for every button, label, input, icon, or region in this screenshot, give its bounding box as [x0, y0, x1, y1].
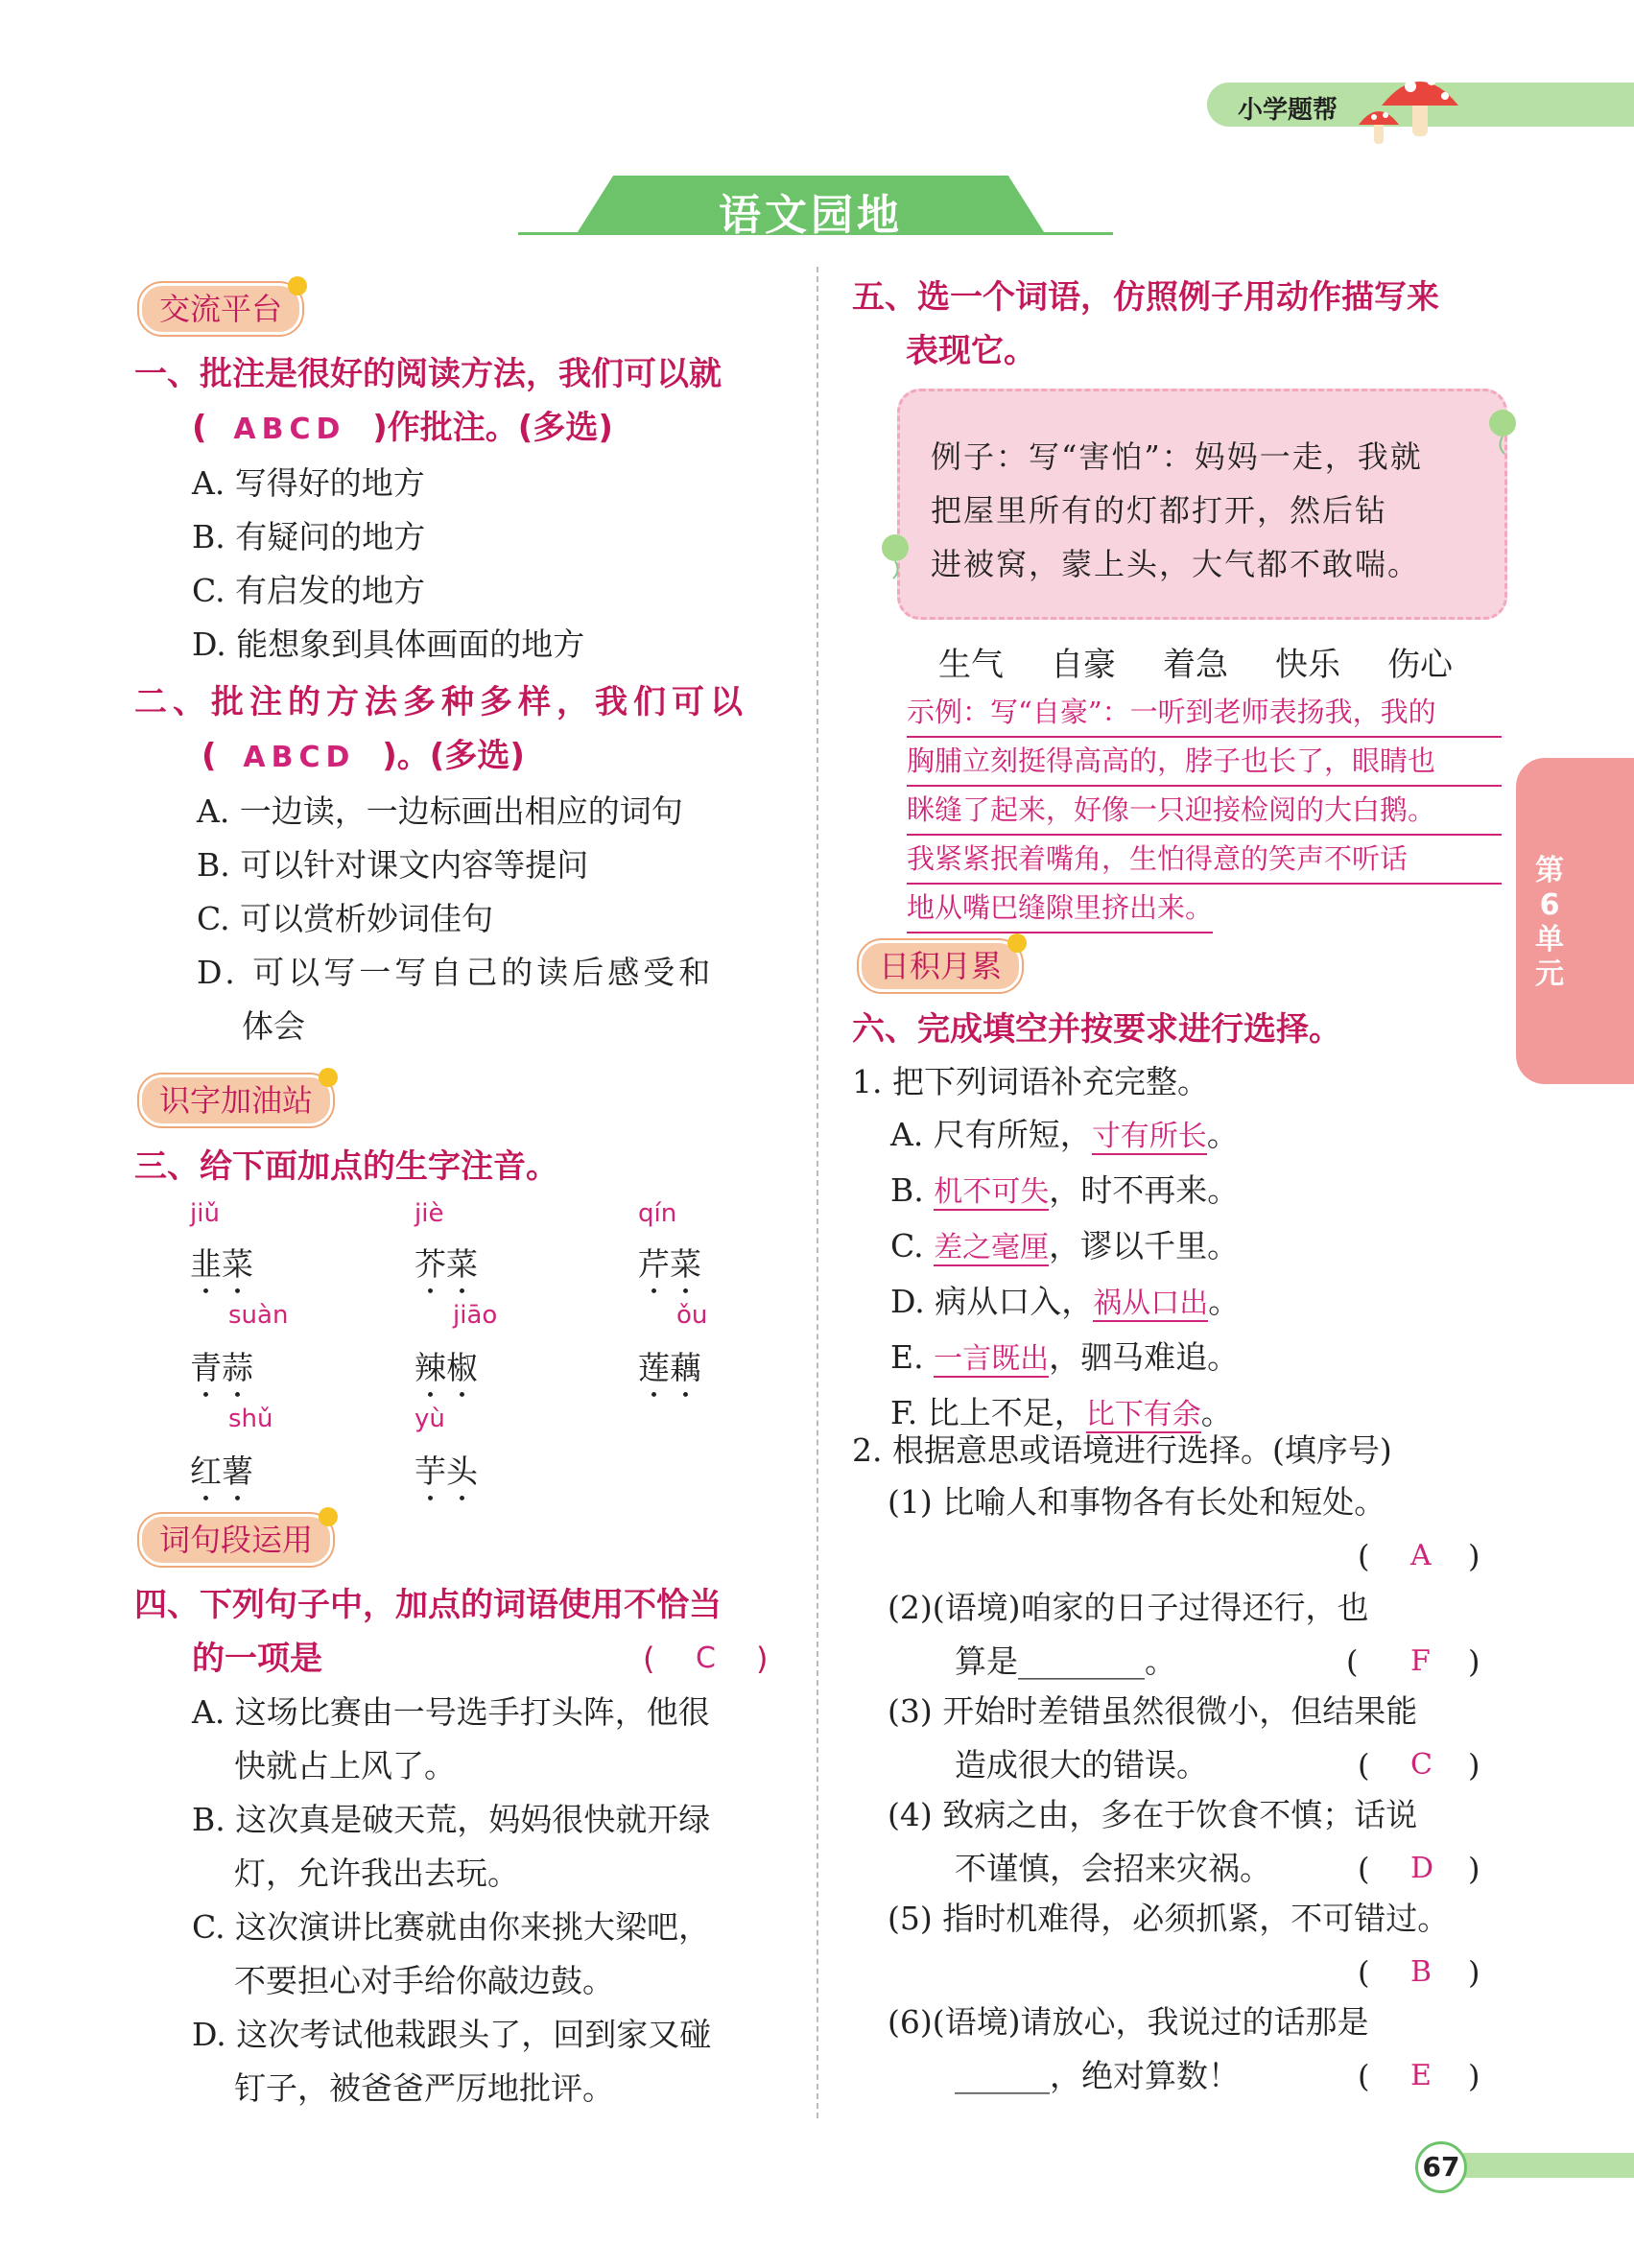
fill-d-pre: D. 病从口入， [890, 1283, 1094, 1320]
example-line-1: 例子：写“害怕”：妈妈一走，我就 [931, 438, 1423, 475]
fill-e-post: ，驷马难追。 [1049, 1338, 1240, 1376]
q5-answer [907, 689, 1502, 933]
fill-d-post: 。 [1208, 1283, 1241, 1320]
choice-3-text-cont: 造成很大的错误。 [955, 1746, 1208, 1784]
example-line-2: 把屋里所有的灯都打开，然后钻 [931, 492, 1388, 529]
example-text [931, 430, 1487, 591]
q2-stem: 二、批注的方法多种多样，我们可以 [134, 683, 748, 721]
choice-2-text: (2)(语境)咱家的日子过得还行，也 [888, 1589, 1369, 1626]
page-number-band [1439, 2153, 1634, 2178]
fill-a-answer: 寸有所长 [1091, 1120, 1207, 1153]
q5-answer-line-1: 示例：写“自豪”：一听到老师表扬我，我的 [907, 689, 1502, 738]
unit-tab-label: 第6单元 [1535, 854, 1564, 991]
word-3: 芹菜 [638, 1245, 701, 1283]
q4-option-a: A. 这场比赛由一号选手打头阵，他很 [192, 1693, 710, 1731]
brand-label: 小学题帮 [1238, 96, 1338, 125]
fill-f-pre: F. 比上不足， [890, 1394, 1086, 1431]
word-7: 红薯 [190, 1453, 253, 1490]
section-label-exchange: 交流平台 [139, 283, 302, 335]
q2-stem-tail: )。(多选) [382, 737, 525, 775]
choice-4-text-cont: 不谨慎，会招来灾祸。 [955, 1850, 1271, 1887]
choice-6-text-cont: ______，绝对算数！ [955, 2057, 1240, 2094]
q2-option-b: B. 可以针对课文内容等提问 [197, 846, 589, 884]
q5-answer-line-5: 地从嘴巴缝隙里挤出来。 [907, 885, 1213, 933]
q1-option-d: D. 能想象到具体画面的地方 [192, 626, 585, 663]
unit-tab [1516, 758, 1634, 1084]
balloon-icon [1485, 408, 1520, 456]
example-line-3: 进被窝，蒙上头，大气都不敢喘。 [931, 546, 1421, 582]
pinyin-4: suàn [228, 1301, 289, 1330]
pinyin-2: jiè [414, 1199, 444, 1228]
q6-fill-list [890, 1108, 1504, 1442]
fill-f-answer: 比下有余 [1085, 1398, 1201, 1431]
q5-answer-line-3: 眯缝了起来，好像一只迎接检阅的大白鹅。 [907, 787, 1502, 836]
choice-1-paren-open: ( [1358, 1538, 1370, 1574]
q1-option-b: B. 有疑问的地方 [192, 518, 426, 555]
choice-2-text-cont: 算是________。 [955, 1642, 1176, 1680]
choice-4-paren-close: ) [1468, 1851, 1480, 1887]
q1-answer: ABCD [233, 413, 346, 446]
choice-3-answer: C [1410, 1748, 1433, 1782]
choice-1-paren-close: ) [1468, 1538, 1480, 1574]
q4-paren-close: ) [756, 1641, 769, 1677]
q6-choice-3 [888, 1685, 1502, 1792]
question-2 [134, 675, 787, 1053]
q4-option-c: C. 这次演讲比赛就由你来挑大梁吧， [192, 1908, 711, 1946]
question-1 [134, 347, 787, 672]
section-label-usage: 词句段运用 [139, 1514, 333, 1566]
choice-5-paren-open: ( [1358, 1954, 1370, 1991]
choice-3-paren-open: ( [1358, 1747, 1370, 1784]
word-4: 青蒜 [190, 1349, 253, 1386]
choice-6-text: (6)(语境)请放心，我说过的话那是 [888, 2003, 1369, 2041]
fill-f-post: 。 [1200, 1394, 1233, 1431]
pinyin-8: yù [414, 1405, 445, 1433]
choice-6-paren-close: ) [1468, 2058, 1480, 2094]
q6-choice-5 [888, 1892, 1502, 1999]
q5-answer-line-2: 胸脯立刻挺得高高的，脖子也长了，眼睛也 [907, 738, 1502, 787]
q4-paren-open: ( [643, 1641, 655, 1677]
choice-2-answer: F [1410, 1644, 1431, 1678]
word-choice-1: 生气 [938, 646, 1004, 684]
q2-option-d-cont: 体会 [242, 1007, 305, 1045]
choice-1-text: (1) 比喻人和事物各有长处和短处。 [888, 1483, 1386, 1521]
q6-choice-2 [888, 1581, 1502, 1689]
q2-option-c: C. 可以赏析妙词佳句 [197, 900, 494, 937]
q5-answer-line-4: 我紧紧抿着嘴角，生怕得意的笑声不听话 [907, 836, 1502, 885]
fill-a-post: 。 [1206, 1116, 1239, 1153]
word-choice-3: 着急 [1163, 646, 1228, 684]
pinyin-3: qín [638, 1199, 677, 1228]
fill-e-answer: 一言既出 [934, 1342, 1050, 1376]
word-5: 辣椒 [414, 1349, 478, 1386]
q4-option-d-cont: 钉子，被爸爸严厉地批评。 [234, 2069, 614, 2107]
section-label-accumulate: 日积月累 [859, 940, 1022, 992]
word-8: 芋头 [414, 1453, 478, 1490]
q4-option-a-cont: 快就占上风了。 [234, 1747, 456, 1784]
fill-b-answer: 机不可失 [934, 1175, 1050, 1209]
word-choice-5: 伤心 [1387, 646, 1453, 684]
q5-stem-cont: 表现它。 [906, 332, 1036, 370]
page-title: 语文园地 [719, 191, 903, 240]
choice-4-text: (4) 致病之由，多在于饮食不慎；话说 [888, 1796, 1418, 1833]
q1-stem-tail: )作批注。(多选) [372, 409, 613, 447]
q6-choice-4 [888, 1788, 1502, 1896]
q1-stem: 一、批注是很好的阅读方法，我们可以就 [134, 355, 722, 393]
choice-1-answer: A [1410, 1539, 1432, 1572]
choice-5-text: (5) 指时机难得，必须抓紧，不可错过。 [888, 1900, 1450, 1937]
question-5 [852, 271, 1524, 378]
choice-2-paren-close: ) [1468, 1643, 1480, 1680]
word-choice-4: 快乐 [1275, 646, 1340, 684]
q4-stem-tail: 的一项是 [192, 1640, 322, 1678]
pinyin-1: jiǔ [190, 1199, 220, 1228]
word-2: 芥菜 [414, 1245, 478, 1283]
q4-option-d: D. 这次考试他栽跟头了，回到家又碰 [192, 2016, 712, 2053]
q6-part-2: 2. 根据意思或语境进行选择。(填序号) [852, 1431, 1392, 1469]
q2-option-d: D. 可以写一写自己的读后感受和 [197, 954, 715, 991]
choice-5-paren-close: ) [1468, 1954, 1480, 1991]
fill-b-pre: B. [890, 1171, 935, 1209]
q6-stem: 六、完成填空并按要求进行选择。 [852, 1010, 1341, 1049]
q2-paren-open: ( [201, 737, 217, 775]
fill-c-post: ，谬以千里。 [1049, 1227, 1240, 1264]
fill-d-answer: 祸从口出 [1093, 1287, 1209, 1320]
q1-paren-open: ( [192, 409, 207, 447]
q4-option-b-cont: 灯，允许我出去玩。 [234, 1855, 519, 1892]
q6-part-1: 1. 把下列词语补充完整。 [852, 1063, 1209, 1100]
q1-option-c: C. 有启发的地方 [192, 572, 426, 609]
choice-3-paren-close: ) [1468, 1747, 1480, 1784]
q5-stem: 五、选一个词语，仿照例子用动作描写来 [852, 278, 1439, 317]
question-4 [134, 1578, 787, 2115]
choice-6-answer: E [1410, 2059, 1432, 2092]
fill-e-pre: E. [890, 1338, 935, 1376]
q4-option-b: B. 这次真是破天荒，妈妈很快就开绿 [192, 1801, 711, 1838]
choice-5-answer: B [1410, 1955, 1433, 1989]
pinyin-7: shǔ [228, 1405, 273, 1433]
q3-stem: 三、给下面加点的生字注音。 [134, 1147, 558, 1186]
fill-b-post: ，时不再来。 [1049, 1171, 1240, 1209]
choice-4-paren-open: ( [1358, 1851, 1370, 1887]
word-choice-2: 自豪 [1051, 646, 1116, 684]
word-1: 韭菜 [190, 1245, 253, 1283]
choice-6-paren-open: ( [1358, 2058, 1370, 2094]
fill-a-pre: A. 尺有所短， [890, 1116, 1092, 1153]
q2-option-a: A. 一边读，一边标画出相应的词句 [197, 792, 683, 830]
word-6: 莲藕 [638, 1349, 701, 1386]
pinyin-6: ǒu [676, 1301, 708, 1330]
section-label-literacy: 识字加油站 [139, 1075, 333, 1126]
q1-option-a: A. 写得好的地方 [192, 464, 425, 502]
choice-2-paren-open: ( [1346, 1643, 1359, 1680]
q4-option-c-cont: 不要担心对手给你敲边鼓。 [234, 1962, 614, 1999]
balloon-icon-2 [878, 532, 912, 580]
choice-3-text: (3) 开始时差错虽然很微小，但结果能 [888, 1692, 1418, 1730]
fill-c-answer: 差之毫厘 [934, 1231, 1050, 1264]
q6-choice-6 [888, 1996, 1502, 2103]
fill-c-pre: C. [890, 1227, 935, 1264]
q6-choice-1 [888, 1476, 1502, 1583]
q2-answer: ABCD [243, 741, 356, 774]
pinyin-5: jiāo [453, 1301, 498, 1330]
choice-4-answer: D [1410, 1852, 1434, 1885]
mushroom-icon [1353, 58, 1468, 154]
q4-answer: C [696, 1642, 716, 1675]
column-divider [817, 267, 818, 2118]
page-number: 67 [1415, 2141, 1467, 2193]
q4-stem: 四、下列句子中，加点的词语使用不恰当 [134, 1586, 722, 1624]
